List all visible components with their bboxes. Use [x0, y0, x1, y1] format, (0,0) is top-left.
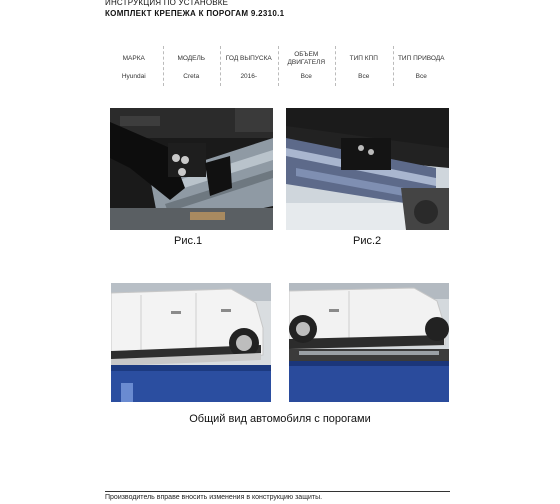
- photo-car-with-steps-2: [289, 283, 449, 402]
- spec-value: Hyundai: [121, 73, 146, 80]
- spec-label: МАРКА: [122, 55, 145, 62]
- fig1-caption: Рис.1: [174, 235, 203, 247]
- spec-value: Все: [415, 73, 427, 80]
- spec-value: Все: [300, 73, 312, 80]
- spec-value: Все: [358, 73, 370, 80]
- photo-car-with-steps-1: [111, 283, 271, 402]
- spec-label: ТИП КПП: [349, 55, 378, 62]
- spec-drive: [393, 46, 451, 86]
- spec-brand: [105, 46, 163, 86]
- footer-note: Производитель вправе вносить изменения в конструкцию защиты.: [105, 494, 323, 501]
- spec-label: ТИП ПРИВОДА: [397, 55, 445, 62]
- spec-value: Creta: [183, 73, 200, 80]
- spec-gearbox: [335, 46, 393, 86]
- spec-label: МОДЕЛЬ: [177, 55, 206, 62]
- header-title: ИНСТРУКЦИЯ ПО УСТАНОВКЕ: [105, 0, 229, 7]
- overview-caption: Общий вид автомобиля с порогами: [189, 413, 371, 425]
- spec-engine: [278, 46, 336, 86]
- spec-label: ГОД ВЫПУСКА: [225, 55, 272, 62]
- spec-year: [220, 46, 278, 86]
- spec-value: 2016-: [240, 73, 258, 80]
- specs-table: [105, 46, 450, 86]
- header-subtitle: КОМПЛЕКТ КРЕПЕЖА К ПОРОГАМ 9.2310.1: [105, 9, 285, 18]
- photo-fig2-underbody: [286, 108, 449, 230]
- spec-label: ОБЪЕМ ДВИГАТЕЛЯ: [287, 51, 326, 66]
- footer-divider: [105, 491, 450, 492]
- photo-fig1-underbody: [110, 108, 273, 230]
- spec-model: [163, 46, 221, 86]
- fig2-caption: Рис.2: [353, 235, 382, 247]
